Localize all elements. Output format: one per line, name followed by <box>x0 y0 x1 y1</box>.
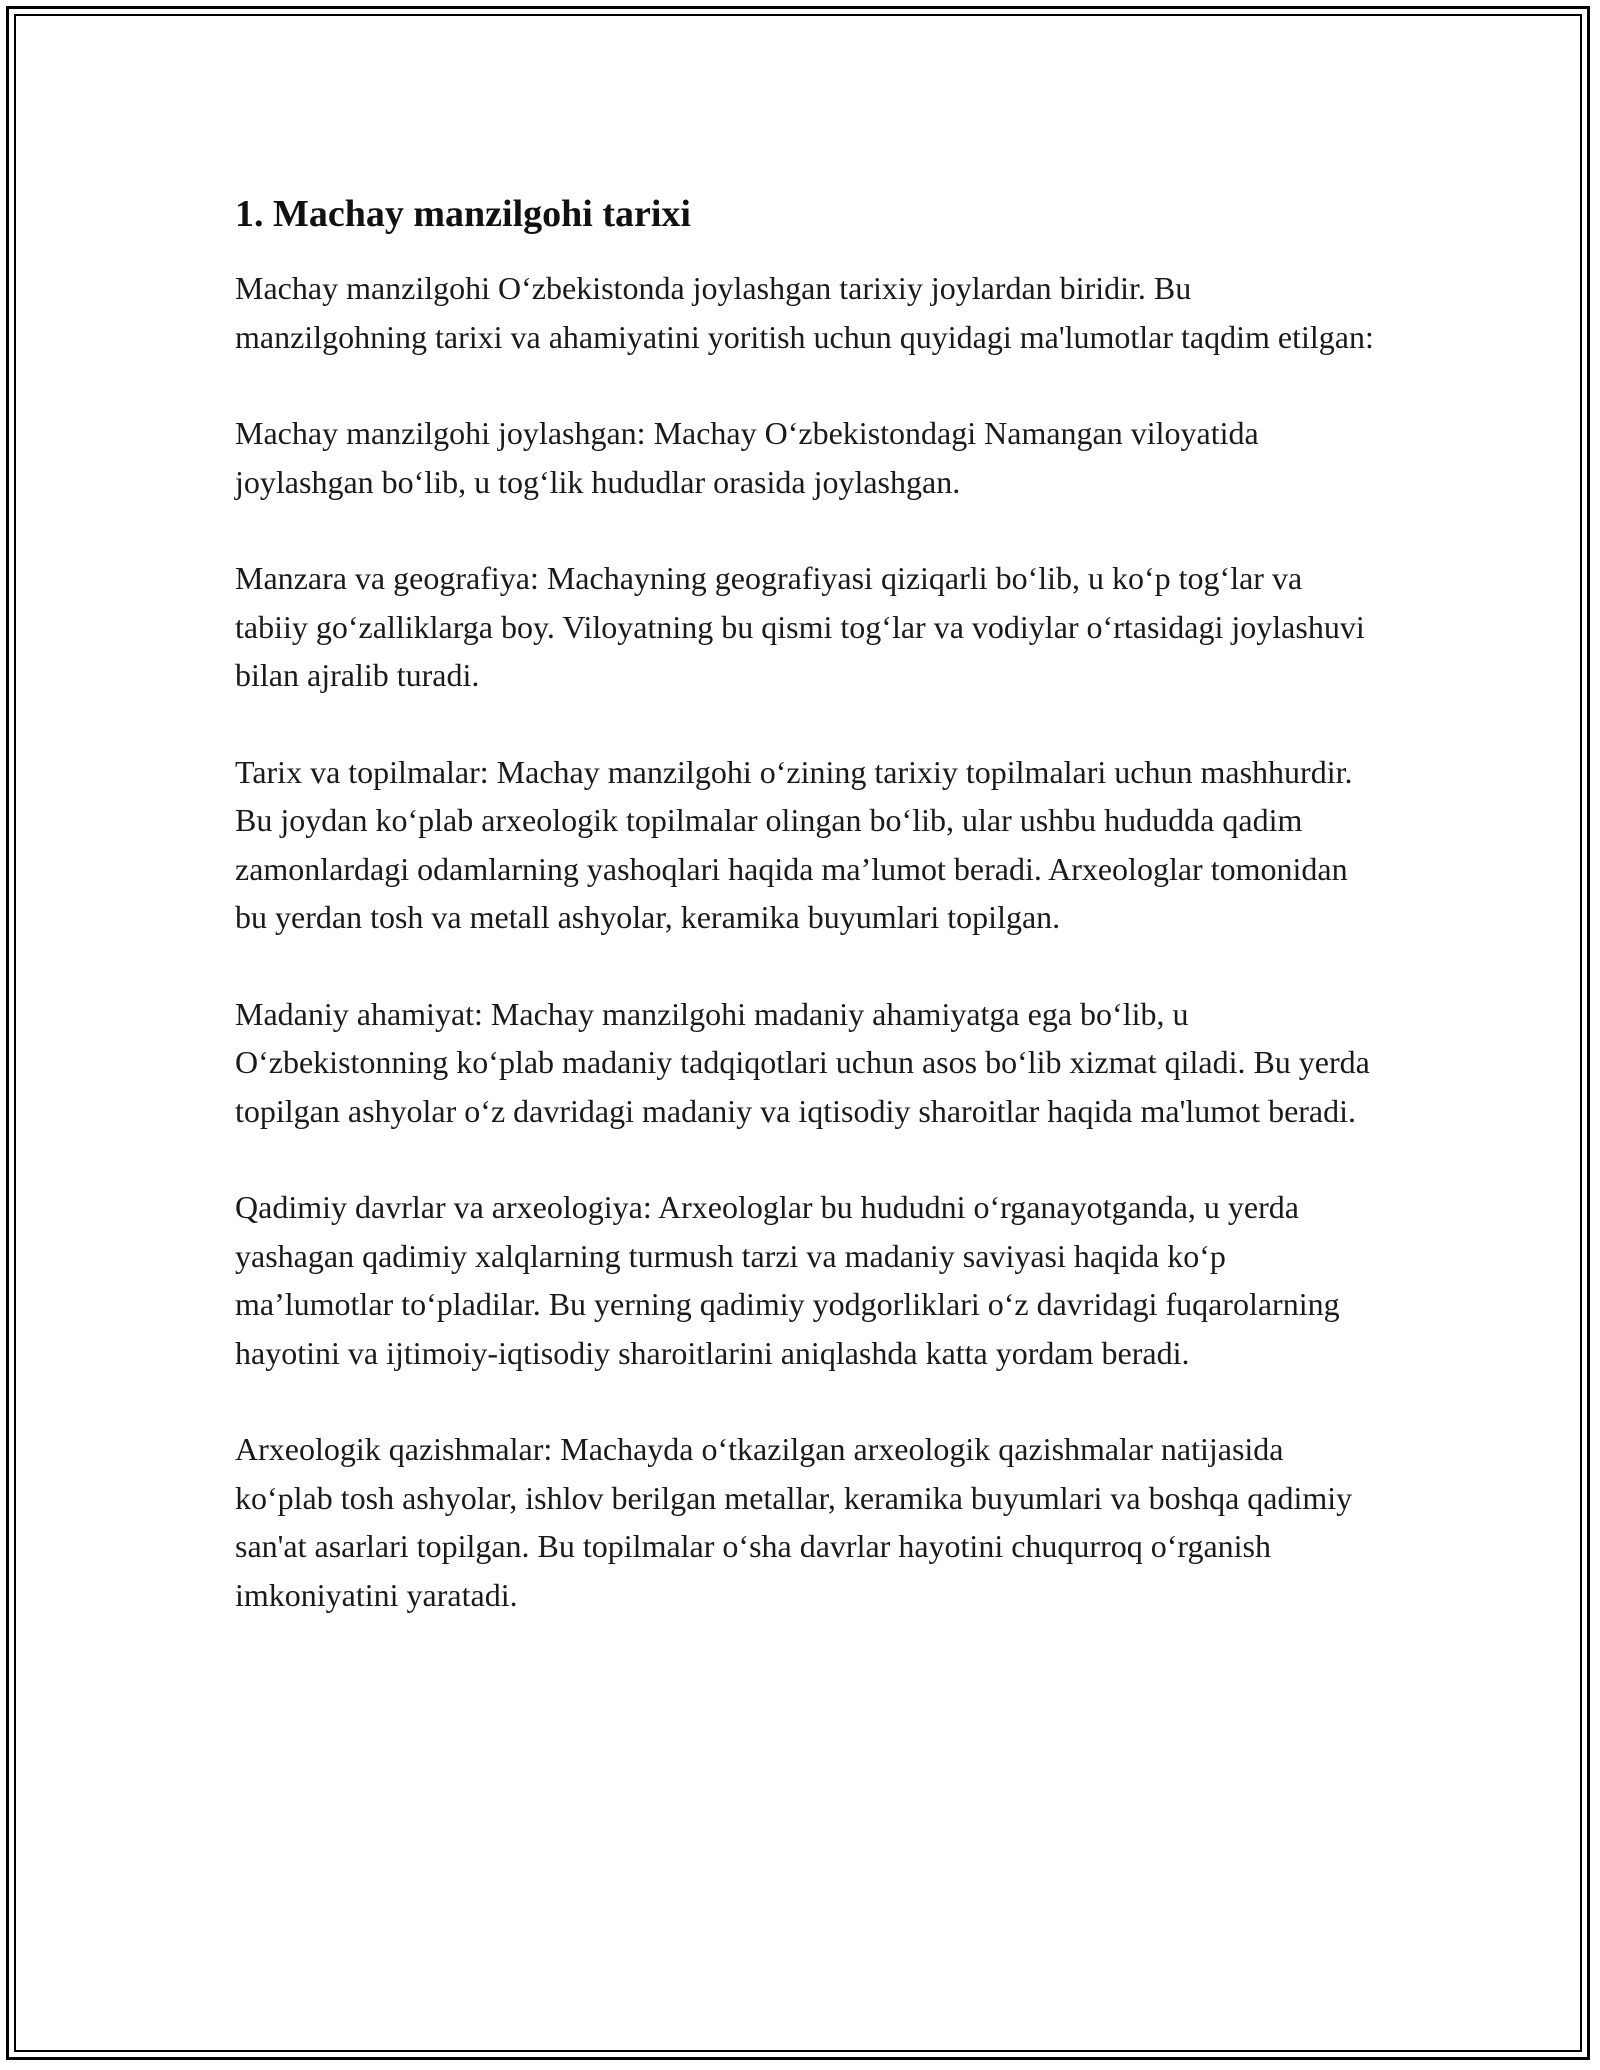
document-body <box>235 186 1375 1667</box>
paragraph-cultural-significance: Madaniy ahamiyat: Machay manzilgohi madaniy ahamiyatga ega bo‘lib, u O‘zbekistonning ko‘plab madaniy tadqiqotlari uchun asos bo‘lib xizmat qiladi. Bu yerda topilgan ashyolar o‘z davridagi madaniy va iqtisodiy sharoitlar haqida ma'lumot beradi. <box>235 995 1370 1129</box>
paragraph-geography: Manzara va geografiya: Machayning geografiyasi qiziqarli bo‘lib, u ko‘p tog‘lar va tabiiy go‘zalliklarga boy. Viloyatning bu qismi tog‘lar va vodiylar o‘rtasidagi joylashuvi bilan ajralib turadi. <box>235 560 1365 693</box>
paragraph-history-findings: Tarix va topilmalar: Machay manzilgohi o‘zining tarixiy topilmalari uchun mashhurdir. Bu joydan ko‘plab arxeologik topilmalar olingan bo‘lib, ular ushbu hududda qadim zamonlardagi odamlarning yashoqlari haqida ma’lumot beradi. Arxeologlar tomonidan bu yerdan tosh va metall ashyolar, keramika buyumlari topilgan. <box>235 753 1353 935</box>
paragraph-intro: Machay manzilgohi O‘zbekistonda joylashgan tarixiy joylardan biridir. Bu manzilgohning tarixi va ahamiyatini yoritish uchun quyidagi ma'lumotlar taqdim etilgan: <box>235 270 1374 355</box>
paragraph-ancient-periods: Qadimiy davrlar va arxeologiya: Arxeologlar bu hududni o‘rganayotganda, u yerda yashagan qadimiy xalqlarning turmush tarzi va madaniy saviyasi haqida ko‘p ma’lumotlar to‘pladilar. Bu yerning qadimiy yodgorliklari o‘z davridagi fuqarolarning hayotini va ijtimoiy-iqtisodiy sharoitlarini aniqlashda katta yordam beradi. <box>235 1189 1340 1371</box>
document-title: 1. Machay manzilgohi tarixi <box>235 193 691 235</box>
paragraph-excavations: Arxeologik qazishmalar: Machayda o‘tkazilgan arxeologik qazishmalar natijasida ko‘plab tosh ashyolar, ishlov berilgan metallar, keramika buyumlari va boshqa qadimiy san'at asarlari topilgan. Bu topilmalar o‘sha davrlar hayotini chuqurroq o‘rganish imkoniyatini yaratadi. <box>235 1431 1353 1613</box>
paragraph-location: Machay manzilgohi joylashgan: Machay O‘zbekistondagi Namangan viloyatida joylashgan bo‘lib, u tog‘lik hududlar orasida joylashgan. <box>235 415 1259 500</box>
